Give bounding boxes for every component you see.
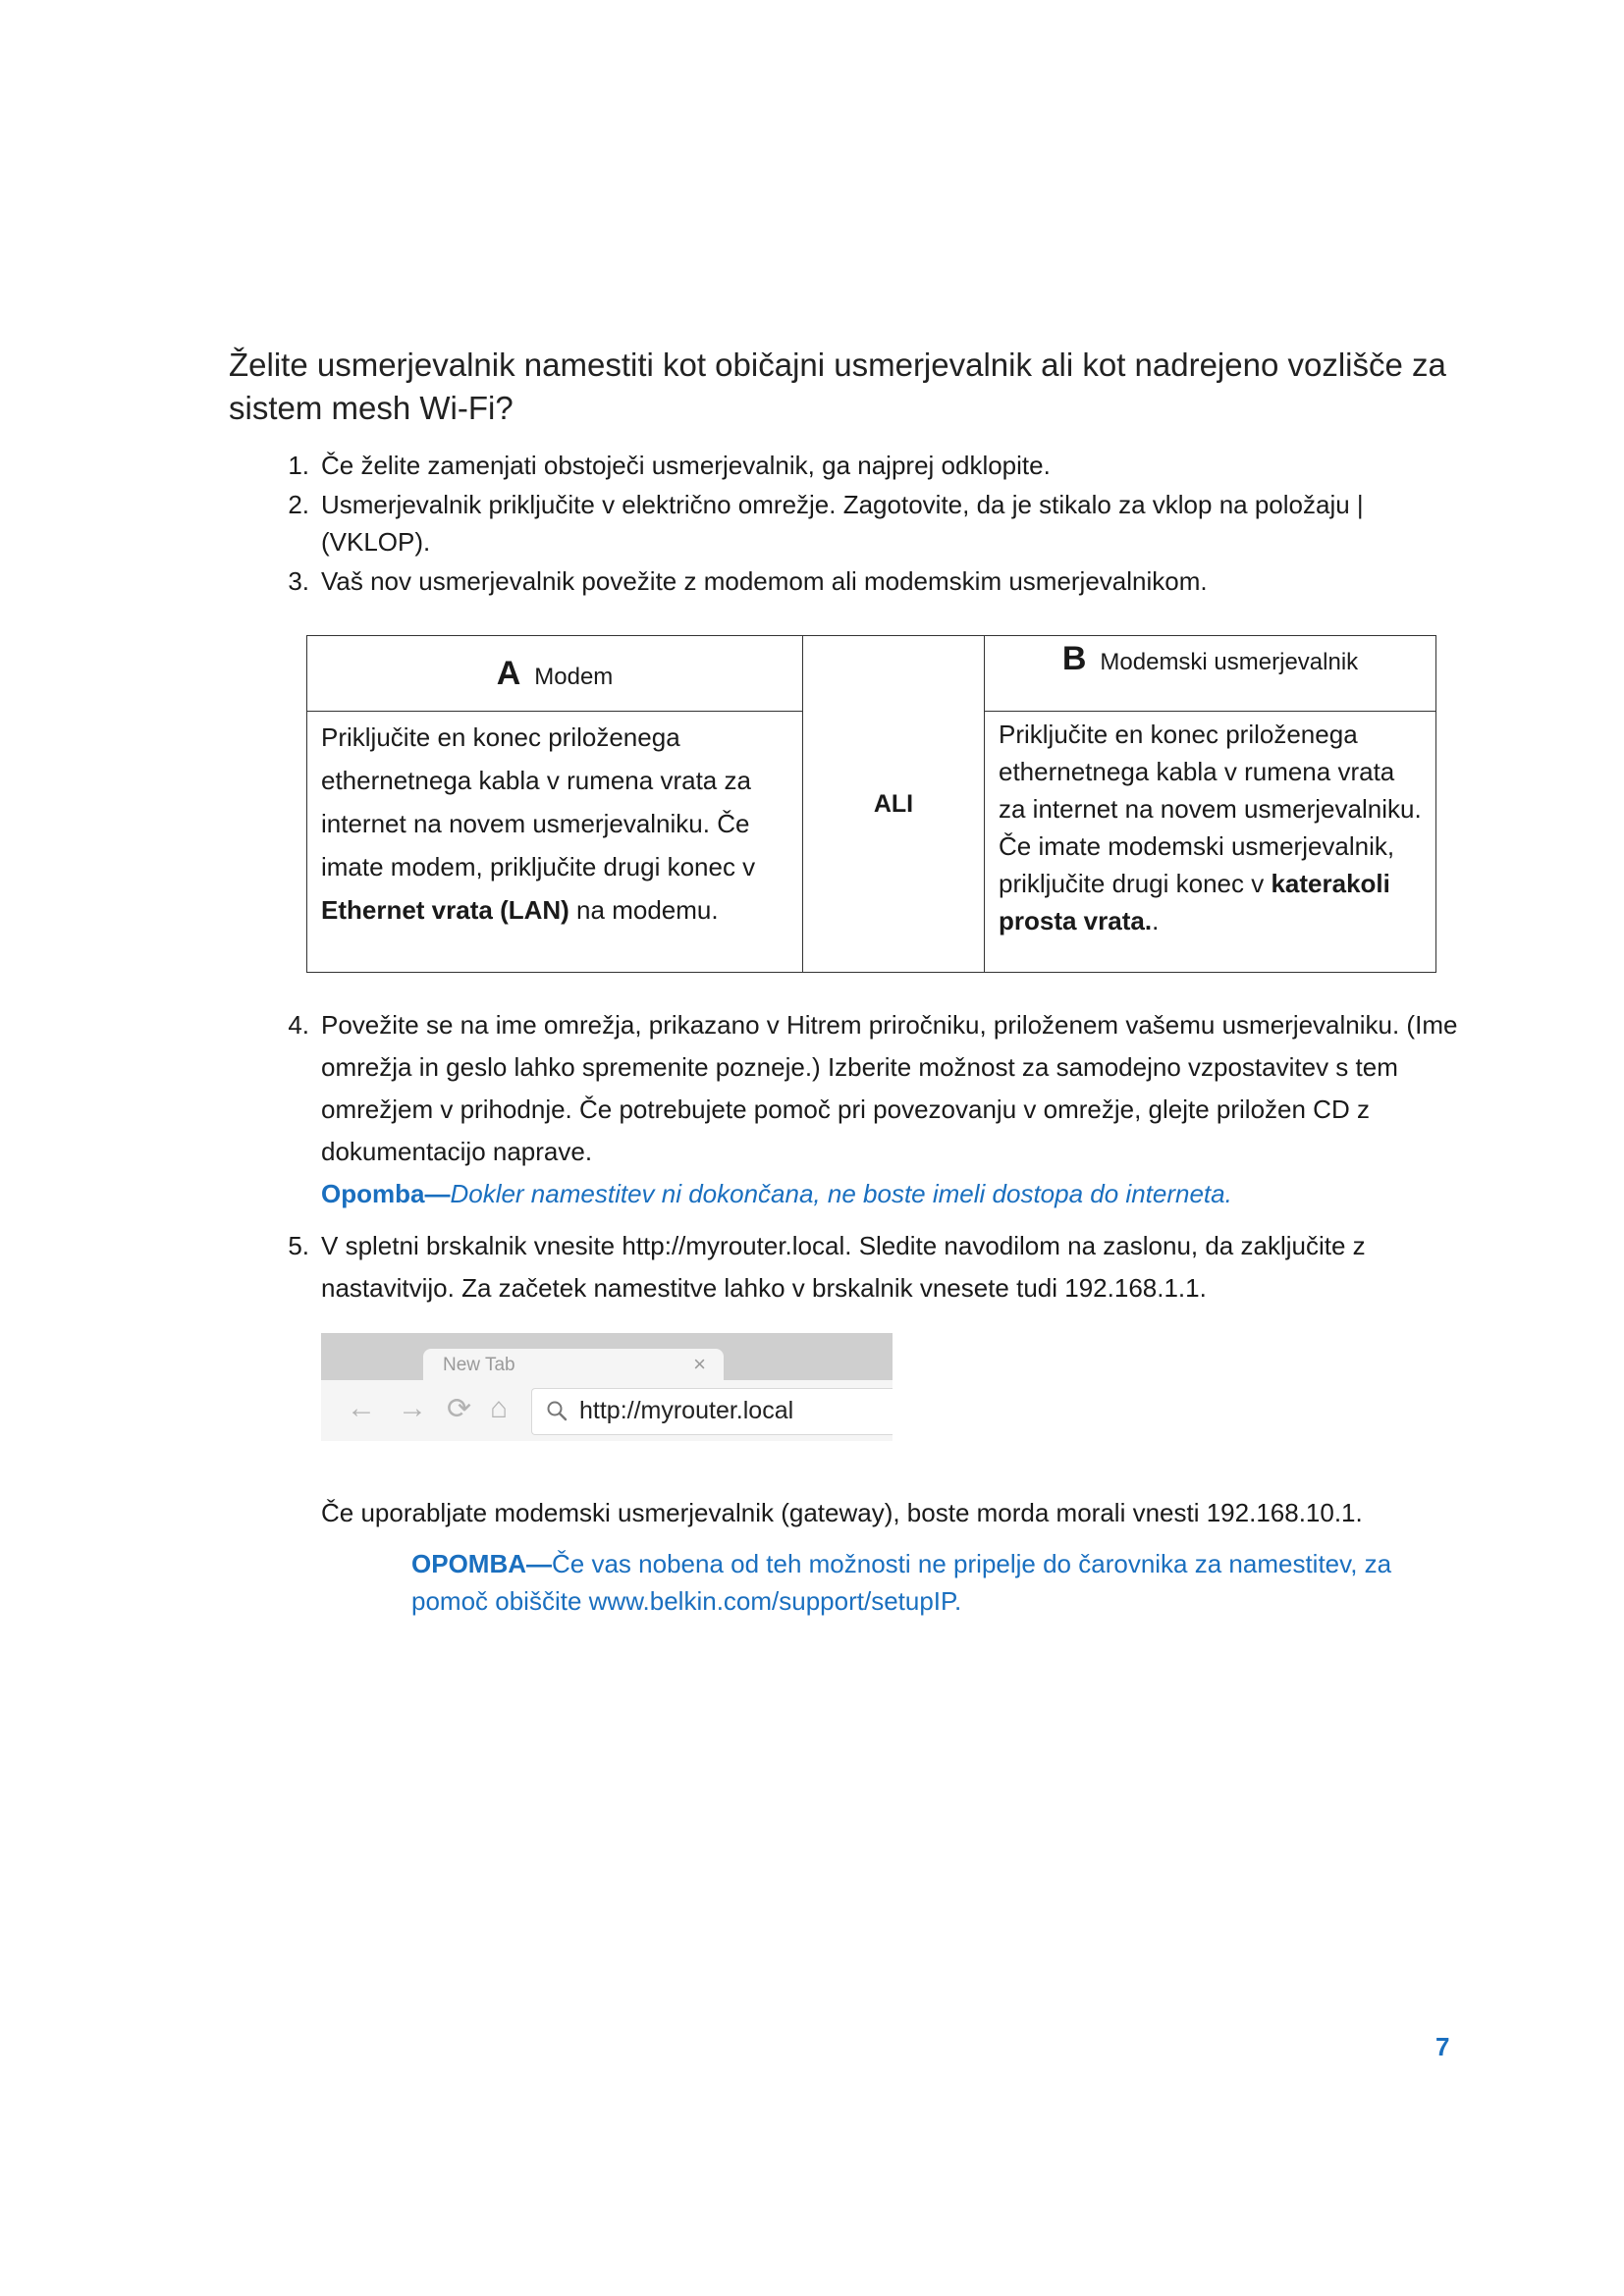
option-a-title: Modem: [534, 663, 614, 690]
tab-title: New Tab: [443, 1355, 515, 1375]
option-a-body: [307, 712, 803, 973]
reload-icon[interactable]: ⟳: [447, 1393, 472, 1425]
close-icon[interactable]: ×: [693, 1352, 706, 1376]
gateway-text: Če uporabljate modemski usmerjevalnik (gateway), boste morda morali vnesti 192.168.10.1.: [321, 1498, 1363, 1527]
step-number: 1.: [288, 451, 309, 480]
option-b-title: Modemski usmerjevalnik: [1100, 649, 1359, 675]
step-number: 2.: [288, 490, 309, 519]
option-b-header: [985, 636, 1436, 712]
browser-toolbar: [321, 1380, 893, 1441]
step-5: [288, 1225, 1450, 1309]
forward-icon[interactable]: →: [398, 1392, 427, 1424]
home-icon[interactable]: ⌂: [490, 1392, 509, 1424]
option-a-letter: A: [496, 654, 521, 692]
option-a-text: Priključite en konec priloženega ethernetnega kabla v rumena vrata za internet na novem usmerjevalniku. Če imate modem, priključite drugi konec v: [321, 722, 756, 881]
step-number: 3.: [288, 566, 309, 596]
option-b-body: [985, 712, 1436, 973]
step-2: [288, 486, 1450, 561]
option-b-text: Priključite en konec priloženega ethernetnega kabla v rumena vrata za internet na novem usmerjevalniku. Če imate modemski usmerjevalnik, priključite drugi konec v: [999, 720, 1422, 898]
final-note-text: Če vas nobena od teh možnosti ne pripelje do čarovnika za namestitev, za pomoč obiščite www.belkin.com/support/setupIP.: [411, 1549, 1392, 1616]
note-label: Opomba—: [321, 1179, 451, 1208]
step-number: 4.: [288, 1010, 309, 1040]
section-heading: Želite usmerjevalnik namestiti kot običajni usmerjevalnik ali kot nadrejeno vozlišče za sistem mesh Wi-Fi?: [229, 347, 1446, 426]
option-b-letter: B: [1061, 640, 1087, 677]
step-number: 5.: [288, 1231, 309, 1260]
browser-screenshot: [321, 1333, 893, 1441]
step-text: Usmerjevalnik priključite v električno omrežje. Zagotovite, da je stikalo za vklop na položaju | (VKLOP).: [321, 490, 1364, 557]
step-text: Vaš nov usmerjevalnik povežite z modemom ali modemskim usmerjevalnikom.: [321, 566, 1208, 596]
step-4: [288, 1004, 1460, 1215]
final-note-label: OPOMBA—: [411, 1549, 552, 1578]
step-4-note: [321, 1173, 1460, 1215]
step-text: V spletni brskalnik vnesite http://myrouter.local. Sledite navodilom na zaslonu, da zaključite z nastavitvijo. Za začetek namestitve lahko v brskalnik vnesete tudi 192.168.1.1.: [321, 1231, 1366, 1303]
final-note: [411, 1545, 1452, 1620]
step-3: [288, 562, 1450, 600]
address-bar[interactable]: [531, 1388, 893, 1435]
step-text: Povežite se na ime omrežja, prikazano v Hitrem priročniku, priloženem vašemu usmerjevalniku. (Ime omrežja in geslo lahko spremenite pozneje.) Izberite možnost za samodejno vzpostavitev s tem omrežjem v prihodnje. Če potrebujete pomoč pri povezovanju v omrežje, glejte priložen CD z dokumentacijo naprave.: [321, 1010, 1458, 1166]
page-number: 7: [1435, 2032, 1450, 2061]
option-b-port: katerakoli prosta vrata.: [999, 869, 1390, 935]
note-text: Dokler namestitev ni dokončana, ne boste imeli dostopa do interneta.: [450, 1179, 1232, 1208]
option-b-text-end: .: [1152, 906, 1160, 935]
browser-tab[interactable]: [423, 1349, 724, 1384]
option-a-header: [307, 636, 803, 712]
step-text: Če želite zamenjati obstoječi usmerjevalnik, ga najprej odklopite.: [321, 451, 1051, 480]
or-cell: [803, 636, 985, 973]
step-1: [288, 447, 1450, 484]
search-icon: [546, 1400, 568, 1426]
option-a-port: Ethernet vrata (LAN): [321, 895, 569, 925]
or-label: ALI: [873, 789, 914, 818]
connection-options-table: [306, 635, 1436, 973]
back-icon[interactable]: ←: [347, 1392, 376, 1424]
url-text: http://myrouter.local: [579, 1397, 794, 1424]
option-a-text-end: na modemu.: [568, 895, 719, 925]
